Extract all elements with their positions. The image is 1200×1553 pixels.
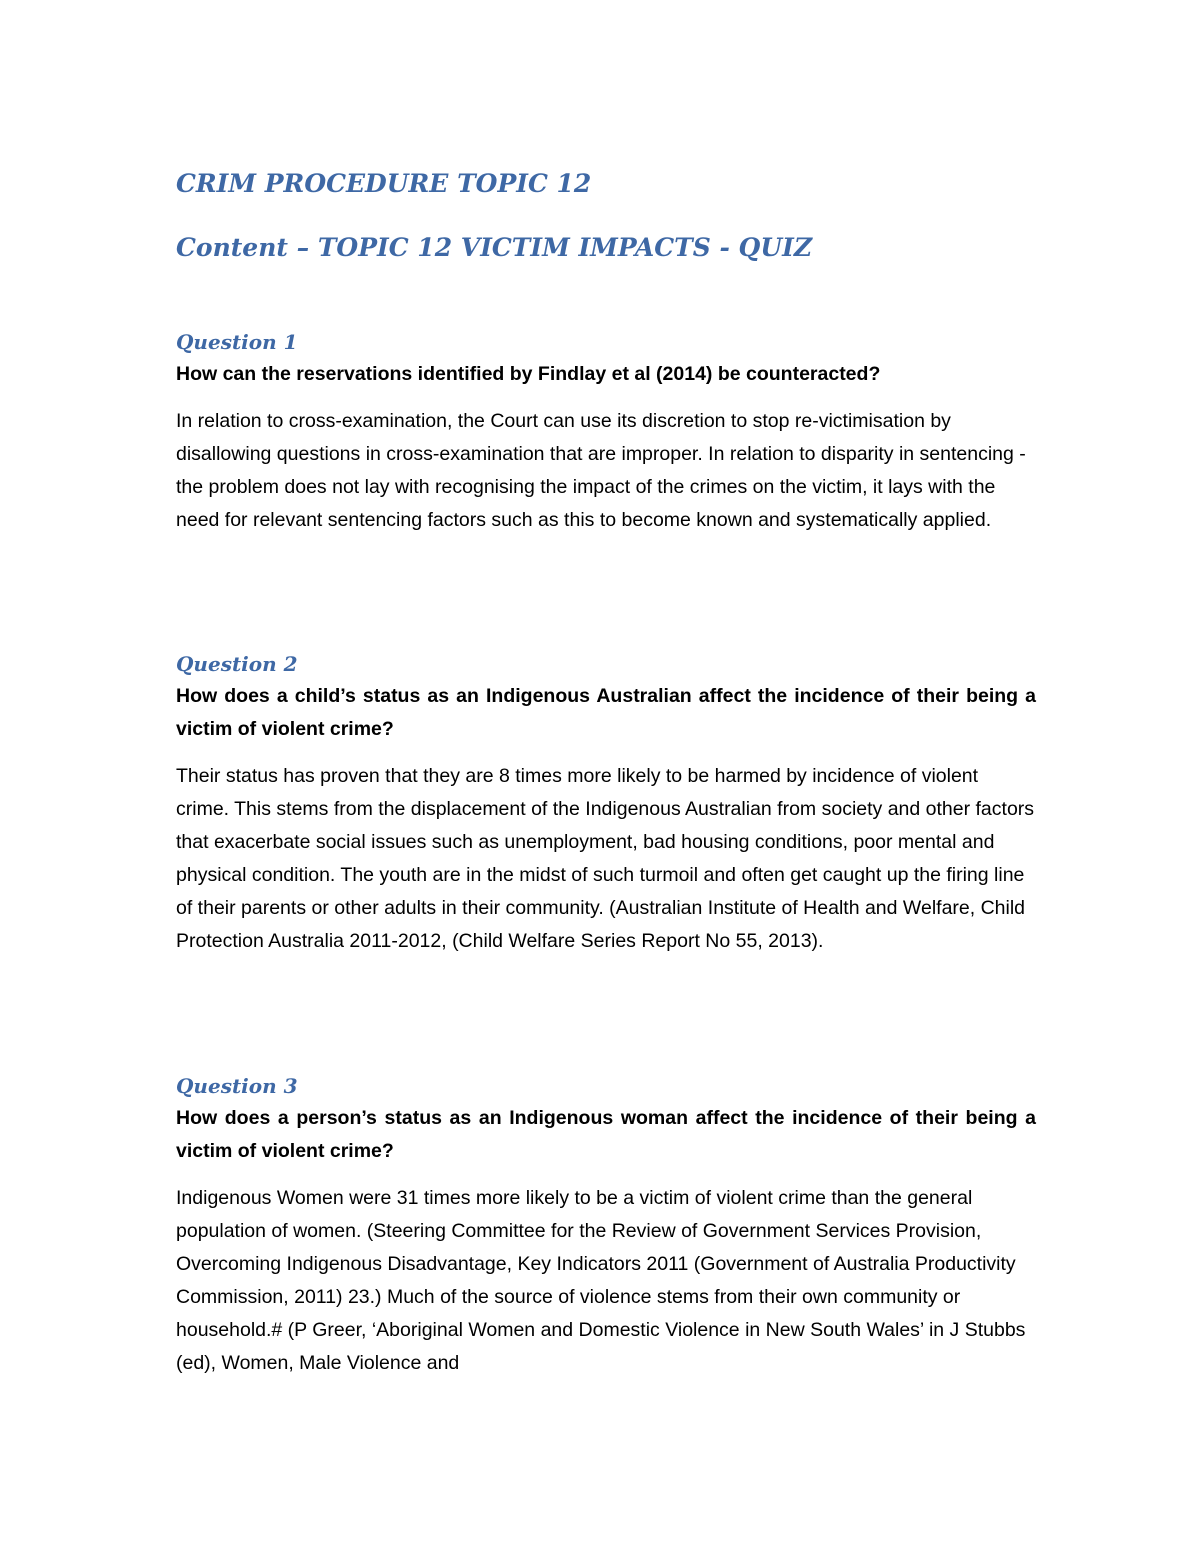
document-title: CRIM PROCEDURE TOPIC 12	[176, 169, 592, 198]
question-text: How can the reservations identified by Findlay et al (2014) be counteracted?	[176, 363, 881, 385]
answer-text: Their status has proven that they are 8 times more likely to be harmed by incidence of violent crime. This stems from the displacement of the Indigenous Australian from society and other factors that exacerbate social issues such as unemployment, bad housing conditions, poor mental and physical condition. The youth are in the midst of such turmoil and often get caught up the firing line of their parents or other adults in their community. (Australian Institute of Health and Welfare, Child Protection Australia 2011-2012, (Child Welfare Series Report No 55, 2013).	[176, 765, 1035, 952]
question-section	[176, 1072, 1036, 1380]
answer-text: In relation to cross-examination, the Court can use its discretion to stop re-victimisation by disallowing questions in cross-examination that are improper. In relation to disparity in sentencing - the problem does not lay with recognising the impact of the crimes on the victim, it lays with the need for relevant sentencing factors such as this to become known and systematically applied.	[176, 410, 1026, 531]
question-heading: Question 1	[176, 330, 298, 354]
question-text: How does a person’s status as an Indigenous woman affect the incidence of their being a victim of violent crime?	[176, 1107, 1036, 1162]
answer-text: Indigenous Women were 31 times more likely to be a victim of violent crime than the general population of women. (Steering Committee for the Review of Government Services Provision, Overcoming Indigenous Disadvantage, Key Indicators 2011 (Government of Australia Productivity Commission, 2011) 23.) Much of the source of violence stems from their own community or household.# (P Greer, ‘Aboriginal Women and Domestic Violence in New South Wales’ in J Stubbs (ed), Women, Male Violence and	[176, 1187, 1026, 1374]
question-heading: Question 2	[176, 652, 298, 676]
question-text: How does a child’s status as an Indigenous Australian affect the incidence of their being a victim of violent crime?	[176, 685, 1036, 740]
document-body	[176, 164, 1036, 1374]
question-heading: Question 3	[176, 1074, 298, 1098]
question-section	[176, 328, 1036, 537]
question-section	[176, 650, 1036, 958]
document-subtitle: Content – TOPIC 12 VICTIM IMPACTS - QUIZ	[176, 233, 813, 262]
